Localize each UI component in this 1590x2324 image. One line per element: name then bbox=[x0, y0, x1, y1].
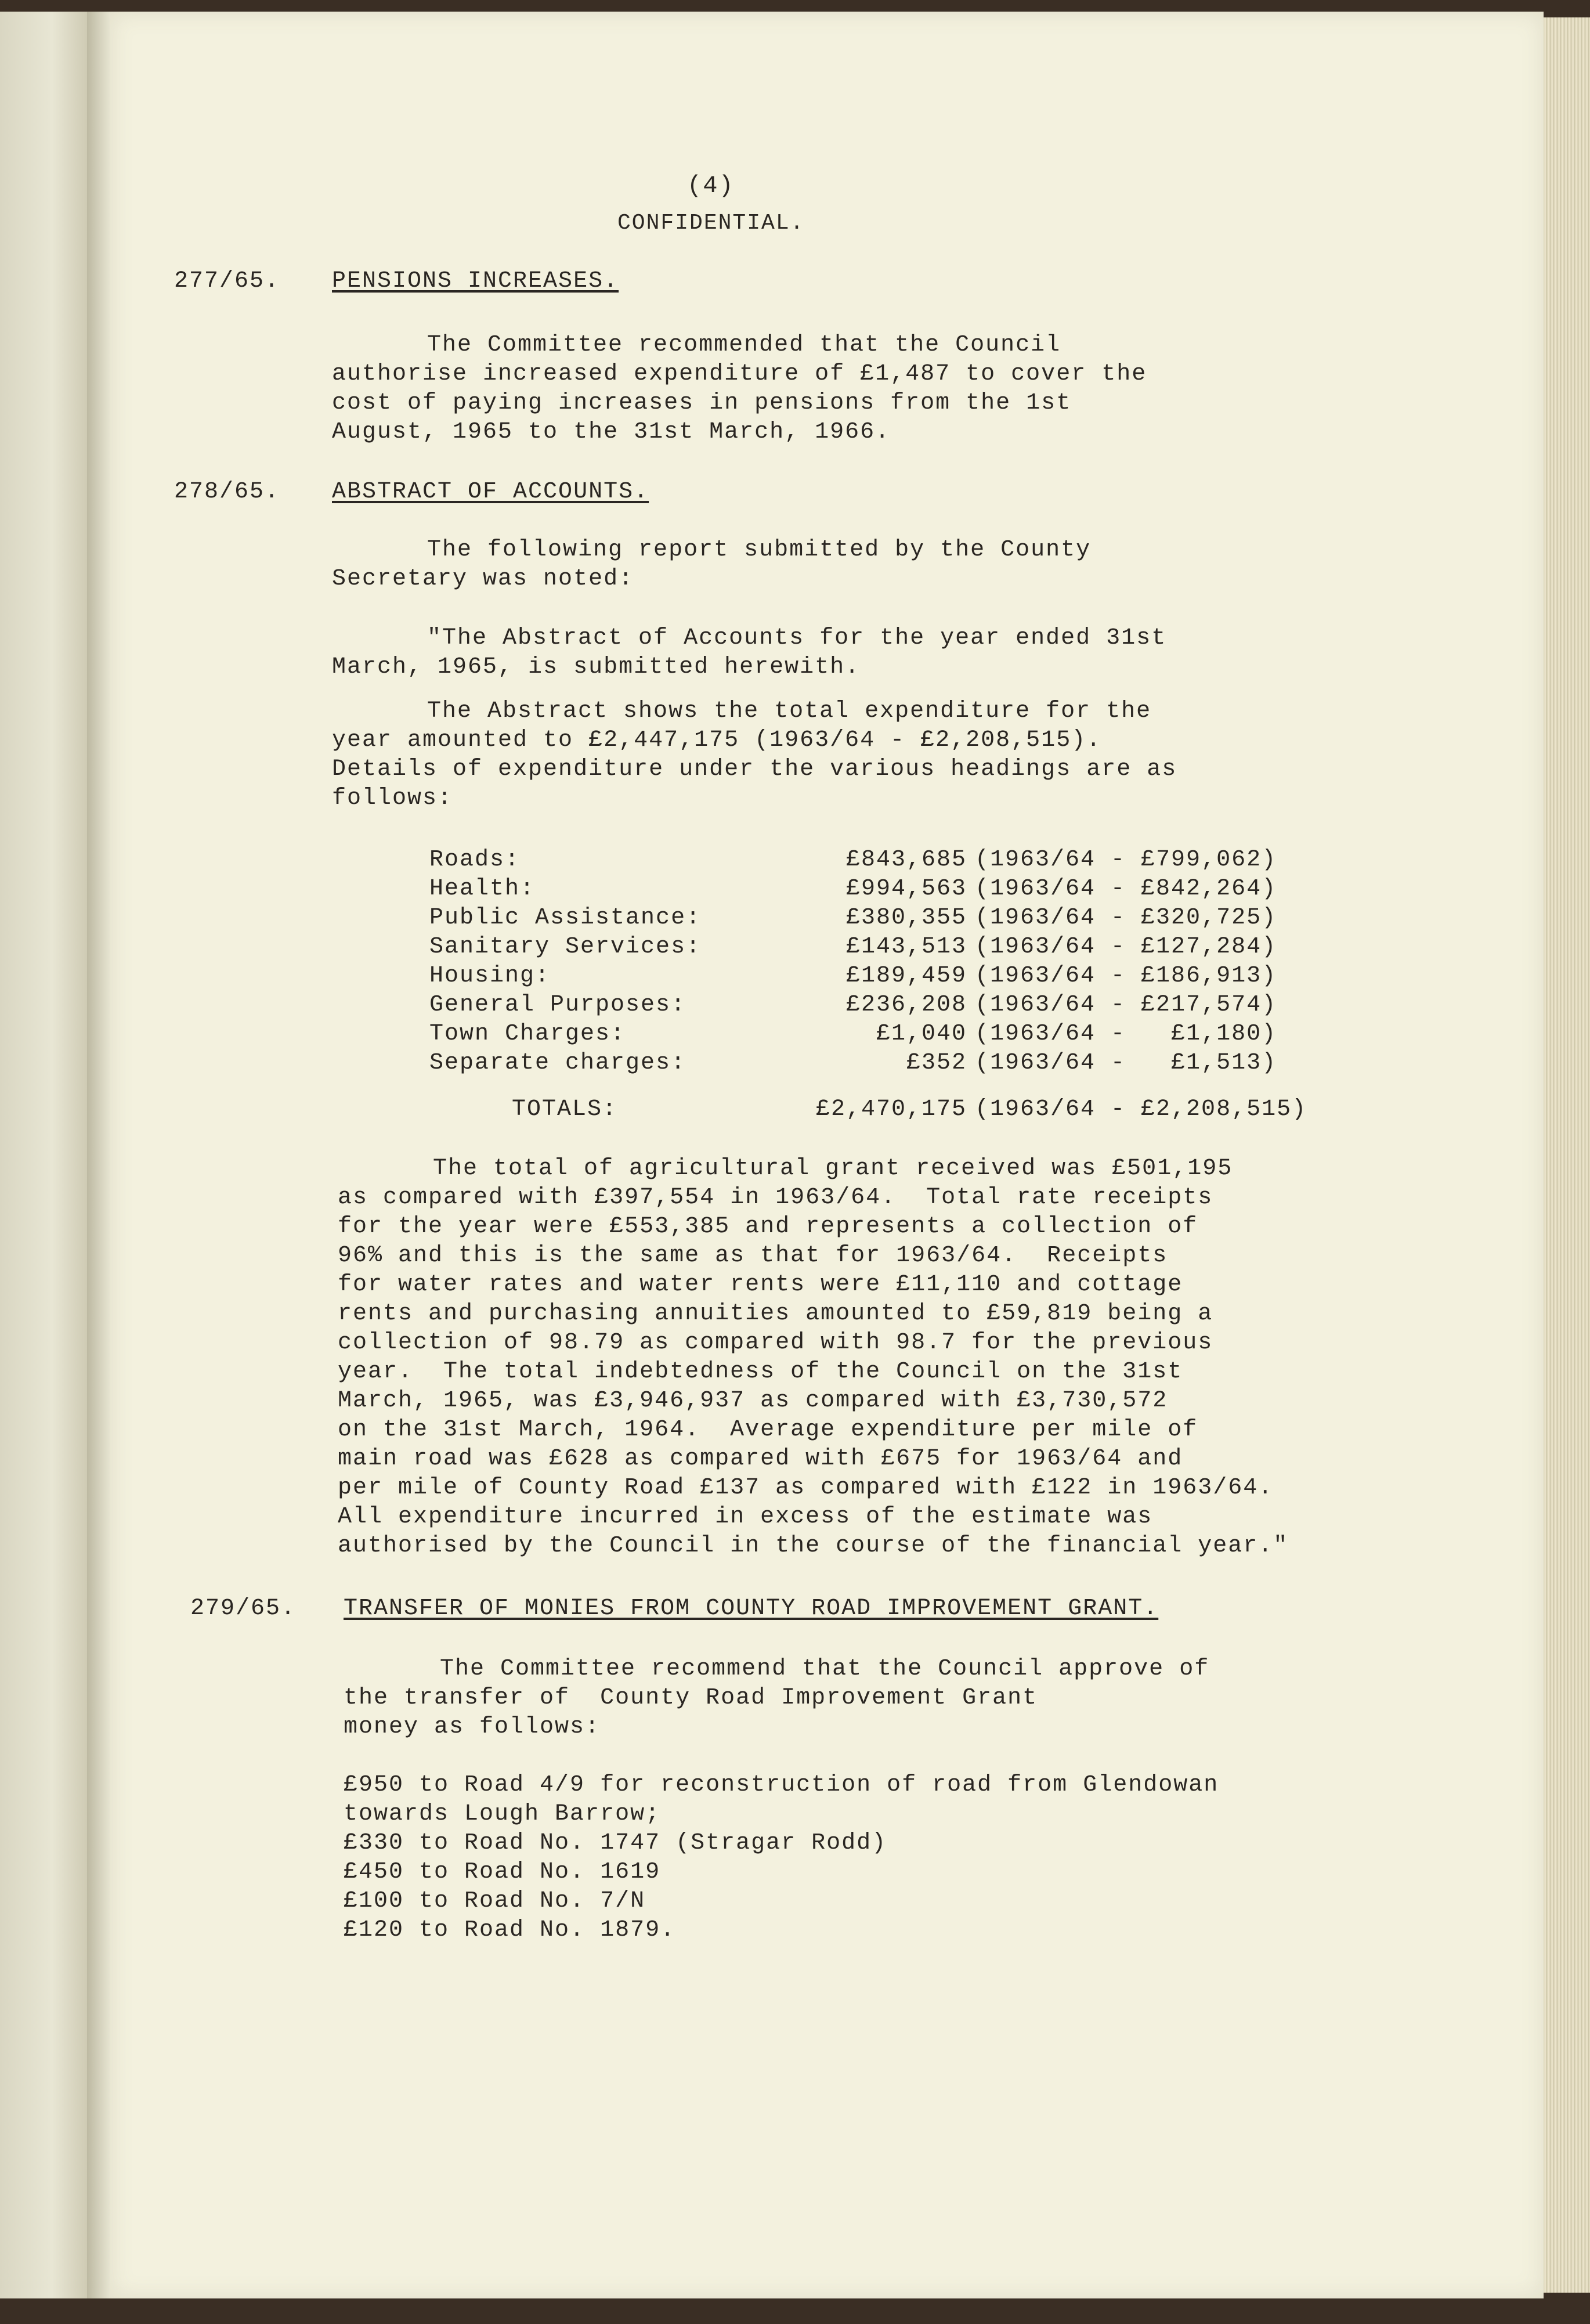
totals-label: TOTALS: bbox=[512, 1096, 618, 1123]
paragraph-line: "The Abstract of Accounts for the year ended 31st bbox=[427, 625, 1167, 651]
row-comparison: (1963/64 - £842,264) bbox=[975, 876, 1277, 902]
paragraph-line: for water rates and water rents were £11,110 and cottage bbox=[338, 1272, 1183, 1298]
row-heading: Separate charges: bbox=[429, 1050, 686, 1076]
row-comparison: (1963/64 - £127,284) bbox=[975, 934, 1277, 960]
paragraph-line: cost of paying increases in pensions from the 1st bbox=[332, 390, 1072, 416]
row-heading: General Purposes: bbox=[429, 992, 686, 1018]
paragraph-line: The total of agricultural grant received was £501,195 bbox=[433, 1156, 1233, 1182]
row-amount: £380,355 bbox=[845, 905, 967, 931]
previous-page-edge bbox=[0, 12, 87, 2298]
item-number: 277/65. bbox=[174, 268, 280, 294]
paragraph-line: collection of 98.79 as compared with 98.7 for the previous bbox=[338, 1330, 1213, 1356]
row-amount: £994,563 bbox=[845, 876, 967, 902]
row-heading: Health: bbox=[429, 876, 536, 902]
row-heading: Sanitary Services: bbox=[429, 934, 702, 960]
transfer-line: £330 to Road No. 1747 (Stragar Rodd) bbox=[344, 1830, 887, 1856]
page-stack-edge bbox=[1544, 17, 1590, 2293]
paragraph-line: Details of expenditure under the various headings are as bbox=[332, 756, 1177, 782]
paragraph-line: The following report submitted by the County bbox=[427, 537, 1092, 563]
paragraph-line: March, 1965, was £3,946,937 as compared with £3,730,572 bbox=[338, 1388, 1168, 1414]
paragraph-line: Secretary was noted: bbox=[332, 566, 634, 592]
totals-comparison: (1963/64 - £2,208,515) bbox=[975, 1096, 1307, 1123]
item-number: 278/65. bbox=[174, 479, 280, 505]
paragraph-line: The Committee recommend that the Council approve of bbox=[440, 1656, 1210, 1682]
row-comparison: (1963/64 - £1,513) bbox=[975, 1050, 1277, 1076]
transfer-line: £100 to Road No. 7/N bbox=[344, 1888, 646, 1914]
paragraph-line: year amounted to £2,447,175 (1963/64 - £2,208,515). bbox=[332, 727, 1102, 753]
paragraph-line: March, 1965, is submitted herewith. bbox=[332, 654, 861, 680]
document-page bbox=[110, 12, 1544, 2298]
paragraph-line: 96% and this is the same as that for 1963/64. Receipts bbox=[338, 1243, 1168, 1269]
row-comparison: (1963/64 - £217,574) bbox=[975, 992, 1277, 1018]
row-heading: Roads: bbox=[429, 847, 521, 873]
paragraph-line: August, 1965 to the 31st March, 1966. bbox=[332, 419, 891, 445]
row-amount: £843,685 bbox=[845, 847, 967, 873]
paragraph-line: The Abstract shows the total expenditure for the bbox=[427, 698, 1152, 724]
row-heading: Housing: bbox=[429, 963, 551, 989]
row-comparison: (1963/64 - £799,062) bbox=[975, 847, 1277, 873]
item-number: 279/65. bbox=[190, 1596, 297, 1622]
paragraph-line: money as follows: bbox=[344, 1714, 601, 1740]
page-number: (4) bbox=[687, 172, 735, 200]
paragraph-line: follows: bbox=[332, 785, 453, 811]
paragraph-line: year. The total indebtedness of the Council on the 31st bbox=[338, 1359, 1183, 1385]
row-comparison: (1963/64 - £186,913) bbox=[975, 963, 1277, 989]
row-amount: £143,513 bbox=[845, 934, 967, 960]
paragraph-line: per mile of County Road £137 as compared with £122 in 1963/64. bbox=[338, 1475, 1274, 1501]
paragraph-line: The Committee recommended that the Council bbox=[427, 332, 1061, 358]
paragraph-line: authorised by the Council in the course of the financial year." bbox=[338, 1533, 1289, 1559]
row-amount: £352 bbox=[906, 1050, 967, 1076]
row-heading: Town Charges: bbox=[429, 1021, 626, 1047]
paragraph-line: on the 31st March, 1964. Average expenditure per mile of bbox=[338, 1417, 1198, 1443]
row-comparison: (1963/64 - £320,725) bbox=[975, 905, 1277, 931]
classification-label: CONFIDENTIAL. bbox=[617, 211, 805, 236]
paragraph-line: as compared with £397,554 in 1963/64. Total rate receipts bbox=[338, 1185, 1213, 1211]
binding-gutter bbox=[87, 12, 110, 2298]
paragraph-line: authorise increased expenditure of £1,487 to cover the bbox=[332, 361, 1147, 387]
transfer-line: £120 to Road No. 1879. bbox=[344, 1917, 676, 1943]
item-heading: TRANSFER OF MONIES FROM COUNTY ROAD IMPROVEMENT GRANT. bbox=[344, 1596, 1159, 1622]
paragraph-line: All expenditure incurred in excess of the estimate was bbox=[338, 1504, 1153, 1530]
totals-amount: £2,470,175 bbox=[815, 1096, 967, 1123]
row-amount: £236,208 bbox=[845, 992, 967, 1018]
row-amount: £1,040 bbox=[876, 1021, 967, 1047]
paragraph-line: the transfer of County Road Improvement Grant bbox=[344, 1685, 1038, 1711]
transfer-line: £950 to Road 4/9 for reconstruction of road from Glendowan bbox=[344, 1772, 1219, 1798]
paragraph-line: for the year were £553,385 and represents a collection of bbox=[338, 1214, 1198, 1240]
row-comparison: (1963/64 - £1,180) bbox=[975, 1021, 1277, 1047]
item-heading: PENSIONS INCREASES. bbox=[332, 268, 619, 294]
paragraph-line: main road was £628 as compared with £675 for 1963/64 and bbox=[338, 1446, 1183, 1472]
transfer-line: towards Lough Barrow; bbox=[344, 1801, 661, 1827]
paragraph-line: rents and purchasing annuities amounted to £59,819 being a bbox=[338, 1301, 1213, 1327]
row-amount: £189,459 bbox=[845, 963, 967, 989]
item-heading: ABSTRACT OF ACCOUNTS. bbox=[332, 479, 649, 505]
transfer-line: £450 to Road No. 1619 bbox=[344, 1859, 661, 1885]
row-heading: Public Assistance: bbox=[429, 905, 702, 931]
